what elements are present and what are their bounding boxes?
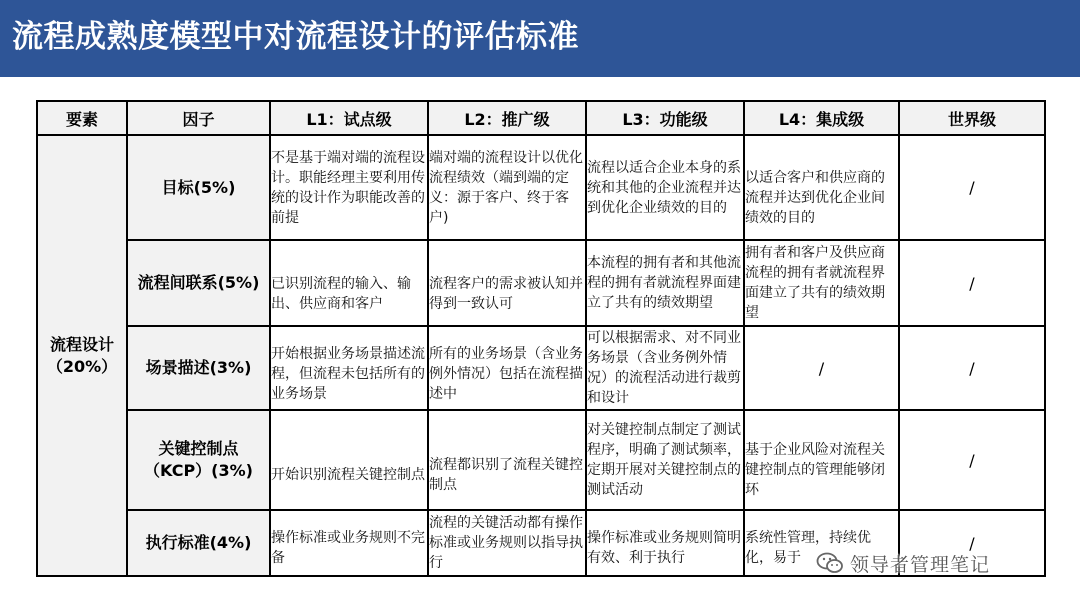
l4-cell: 基于企业风险对流程关键控制点的管理能够闭环 <box>744 410 899 510</box>
factor-cell <box>127 410 270 510</box>
l4-cell: 系统性管理，持续优化，易于 <box>744 510 899 576</box>
world-cell: / <box>899 240 1045 326</box>
l3-cell: 可以根据需求、对不同业务场景（含业务例外情况）的流程活动进行裁剪和设计 <box>586 326 744 410</box>
l3-cell: 对关键控制点制定了测试程序，明确了测试频率，定期开展对关键控制点的测试活动 <box>586 410 744 510</box>
factor-cell: 目标(5%) <box>127 135 270 240</box>
l2-cell: 流程客户的需求被认知并得到一致认可 <box>428 240 586 326</box>
l1-cell: 操作标准或业务规则不完备 <box>270 510 428 576</box>
header-l4: L4：集成级 <box>744 101 899 135</box>
l2-cell: 流程的关键活动都有操作标准或业务规则以指导执行 <box>428 510 586 576</box>
header-element: 要素 <box>37 101 127 135</box>
world-cell: / <box>899 510 1045 576</box>
header-factor: 因子 <box>127 101 270 135</box>
header-row <box>37 101 1045 135</box>
world-cell: / <box>899 135 1045 240</box>
l1-cell: 开始根据业务场景描述流程，但流程未包括所有的业务场景 <box>270 326 428 410</box>
factor-cell: 场景描述(3%) <box>127 326 270 410</box>
world-cell: / <box>899 410 1045 510</box>
watermark <box>816 548 990 578</box>
l4-cell: 以适合客户和供应商的流程并达到优化企业间绩效的目的 <box>744 135 899 240</box>
title-bar <box>0 0 1080 77</box>
element-cell <box>37 135 127 576</box>
l2-cell: 流程都识别了流程关键控制点 <box>428 410 586 510</box>
factor-cell: 流程间联系(5%) <box>127 240 270 326</box>
l4-cell: / <box>744 326 899 410</box>
l2-cell: 端对端的流程设计以优化流程绩效（端到端的定义：源于客户、终于客户) <box>428 135 586 240</box>
watermark-text: 领导者管理笔记 <box>850 553 991 576</box>
l1-cell: 不是基于端对端的流程设计。职能经理主要利用传统的设计作为职能改善的前提 <box>270 135 428 240</box>
l1-cell: 开始识别流程关键控制点 <box>270 410 428 510</box>
l3-cell: 操作标准或业务规则简明有效、利于执行 <box>586 510 744 576</box>
table-row <box>37 326 1045 410</box>
header-l3: L3：功能级 <box>586 101 744 135</box>
evaluation-table <box>36 100 1046 577</box>
table-row <box>37 135 1045 240</box>
header-world: 世界级 <box>899 101 1045 135</box>
l4-cell: 拥有者和客户及供应商流程的拥有者就流程界面建立了共有的绩效期望 <box>744 240 899 326</box>
factor-line: （KCP）(3%) <box>144 461 253 480</box>
table-row <box>37 240 1045 326</box>
element-weight: （20%） <box>46 356 118 376</box>
l3-cell: 流程以适合企业本身的系统和其他的企业流程并达到优化企业绩效的目的 <box>586 135 744 240</box>
page-title: 流程成熟度模型中对流程设计的评估标准 <box>12 19 579 55</box>
factor-cell: 执行标准(4%) <box>127 510 270 576</box>
l1-cell: 已识别流程的输入、输出、供应商和客户 <box>270 240 428 326</box>
l2-cell: 所有的业务场景（含业务例外情况）包括在流程描述中 <box>428 326 586 410</box>
header-l1: L1：试点级 <box>270 101 428 135</box>
factor-line: 关键控制点 <box>158 439 239 458</box>
world-cell: / <box>899 326 1045 410</box>
l3-cell: 本流程的拥有者和其他流程的拥有者就流程界面建立了共有的绩效期望 <box>586 240 744 326</box>
table-row <box>37 410 1045 510</box>
wechat-icon <box>816 551 844 575</box>
element-name: 流程设计 <box>49 334 114 354</box>
header-l2: L2：推广级 <box>428 101 586 135</box>
